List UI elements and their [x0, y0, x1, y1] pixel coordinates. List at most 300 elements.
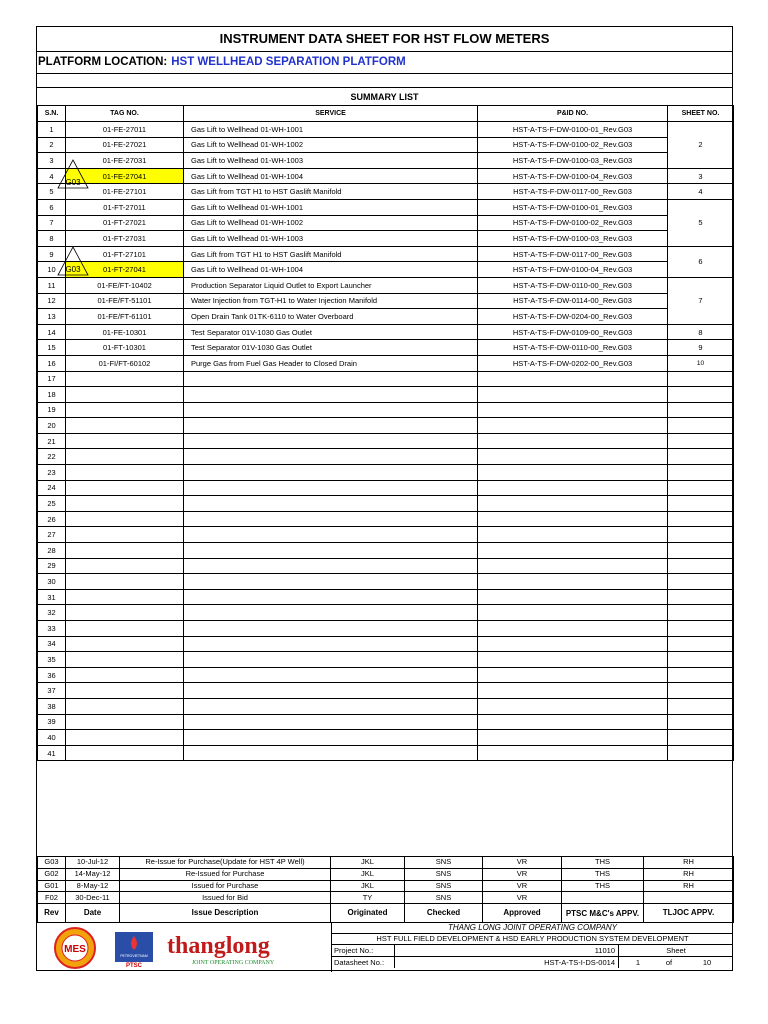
cell-service: Gas Lift to Wellhead 01-WH-1004	[184, 168, 478, 184]
revision-row	[38, 892, 734, 904]
table-row	[38, 574, 734, 590]
cell-pid: HST-A-TS-F-DW-0109-00_Rev.G03	[478, 324, 668, 340]
cell-sn: 34	[38, 636, 66, 652]
revision-header-chk: Checked	[405, 904, 483, 923]
table-row	[38, 418, 734, 434]
cell-service: Gas Lift from TGT H1 to HST Gaslift Manifold	[184, 246, 478, 262]
datasheet-no: HST-A-TS-I-DS-0014	[395, 957, 619, 968]
table-row	[38, 199, 734, 215]
summary-table	[37, 105, 734, 761]
revision-date: 8-May-12	[66, 880, 120, 892]
cell-sn: 20	[38, 418, 66, 434]
cell-sheet: 7	[668, 277, 734, 324]
empty-cell	[66, 511, 184, 527]
cell-sheet: 5	[668, 199, 734, 246]
header-pid: P&ID NO.	[478, 106, 668, 122]
blank-row	[37, 73, 732, 88]
empty-cell	[66, 683, 184, 699]
cell-sn: 11	[38, 277, 66, 293]
empty-cell	[478, 558, 668, 574]
empty-cell	[184, 418, 478, 434]
empty-cell	[478, 574, 668, 590]
cell-sn: 5	[38, 184, 66, 200]
table-row	[38, 496, 734, 512]
cell-tag: 01-FE-27011	[66, 122, 184, 138]
empty-cell	[668, 636, 734, 652]
cell-service: Gas Lift to Wellhead 01-WH-1003	[184, 153, 478, 169]
empty-cell	[478, 371, 668, 387]
table-row	[38, 433, 734, 449]
empty-cell	[478, 480, 668, 496]
revision-ptsc: THS	[562, 880, 644, 892]
empty-cell	[668, 418, 734, 434]
cell-sn: 4	[38, 168, 66, 184]
table-row	[38, 153, 734, 169]
revision-row	[38, 868, 734, 880]
platform-location	[37, 51, 732, 74]
empty-cell	[668, 745, 734, 761]
empty-cell	[66, 527, 184, 543]
revision-orig: TY	[331, 892, 405, 904]
cell-service: Open Drain Tank 01TK-6110 to Water Overboard	[184, 309, 478, 325]
revision-ptsc: THS	[562, 857, 644, 869]
cell-tag: 01-FE-27031	[66, 153, 184, 169]
company-name: THANG LONG JOINT OPERATING COMPANY	[332, 923, 733, 934]
cell-sn: 15	[38, 340, 66, 356]
empty-cell	[668, 621, 734, 637]
document-title: INSTRUMENT DATA SHEET FOR HST FLOW METERS	[37, 27, 732, 52]
empty-cell	[478, 589, 668, 605]
cell-service: Water Injection from TGT-H1 to Water Injection Manifold	[184, 293, 478, 309]
empty-cell	[184, 667, 478, 683]
table-row	[38, 667, 734, 683]
cell-sn: 3	[38, 153, 66, 169]
revision-date: 10-Jul-12	[66, 857, 120, 869]
table-row	[38, 589, 734, 605]
revision-rev: F02	[38, 892, 66, 904]
empty-cell	[478, 730, 668, 746]
empty-cell	[66, 574, 184, 590]
cell-pid: HST-A-TS-F-DW-0100-03_Rev.G03	[478, 153, 668, 169]
project-no: 11010	[395, 945, 619, 956]
empty-cell	[184, 714, 478, 730]
cell-sn: 25	[38, 496, 66, 512]
revision-rev: G03	[38, 857, 66, 869]
logo-ptsc-text: PTSC	[125, 963, 143, 969]
cell-pid: HST-A-TS-F-DW-0110-00_Rev.G03	[478, 340, 668, 356]
empty-cell	[478, 636, 668, 652]
table-row	[38, 262, 734, 278]
revision-marker-text: G03	[65, 265, 81, 274]
cell-sheet: 10	[668, 355, 734, 371]
cell-sn: 24	[38, 480, 66, 496]
revision-desc: Re-Issued for Purchase	[120, 868, 331, 880]
sheet-total: 10	[702, 958, 712, 967]
revision-chk: SNS	[405, 880, 483, 892]
revision-desc: Issued for Bid	[120, 892, 331, 904]
empty-cell	[66, 558, 184, 574]
table-row	[38, 355, 734, 371]
empty-cell	[668, 511, 734, 527]
cell-service: Production Separator Liquid Outlet to Export Launcher	[184, 277, 478, 293]
cell-service: Gas Lift to Wellhead 01-WH-1004	[184, 262, 478, 278]
table-row	[38, 527, 734, 543]
cell-sn: 8	[38, 231, 66, 247]
cell-tag: 01-FT-27031	[66, 231, 184, 247]
revision-header-appr: Approved	[483, 904, 562, 923]
empty-cell	[184, 433, 478, 449]
empty-cell	[668, 652, 734, 668]
company-logos-icon	[37, 923, 331, 972]
revision-header-date: Date	[66, 904, 120, 923]
cell-tag: 01-FE-27101	[66, 184, 184, 200]
cell-sn: 22	[38, 449, 66, 465]
empty-cell	[668, 543, 734, 559]
empty-cell	[478, 745, 668, 761]
empty-cell	[478, 496, 668, 512]
header-service: SERVICE	[184, 106, 478, 122]
cell-sn: 41	[38, 745, 66, 761]
empty-cell	[668, 449, 734, 465]
cell-sheet: 4	[668, 184, 734, 200]
empty-cell	[184, 730, 478, 746]
empty-cell	[668, 480, 734, 496]
empty-cell	[66, 371, 184, 387]
cell-tag: 01-FI/FT-60102	[66, 355, 184, 371]
cell-sn: 16	[38, 355, 66, 371]
revision-orig: JKL	[331, 880, 405, 892]
revision-header-desc: Issue Description	[120, 904, 331, 923]
table-row	[38, 309, 734, 325]
cell-pid: HST-A-TS-F-DW-0117-00_Rev.G03	[478, 246, 668, 262]
cell-sn: 31	[38, 589, 66, 605]
revision-appr: VR	[483, 880, 562, 892]
revision-ptsc	[562, 892, 644, 904]
revision-header-ptsc: PTSC M&C's APPV.	[562, 904, 644, 923]
datasheet-label: Datasheet No.:	[332, 957, 395, 968]
table-row	[38, 293, 734, 309]
cell-sn: 7	[38, 215, 66, 231]
revision-table	[37, 856, 734, 923]
cell-sn: 2	[38, 137, 66, 153]
cell-service: Gas Lift from TGT H1 to HST Gaslift Manifold	[184, 184, 478, 200]
table-row	[38, 340, 734, 356]
revision-date: 30-Dec-11	[66, 892, 120, 904]
table-header-row	[38, 106, 734, 122]
cell-tag: 01-FE-27041	[66, 168, 184, 184]
revision-ptsc: THS	[562, 868, 644, 880]
empty-cell	[184, 543, 478, 559]
table-row	[38, 246, 734, 262]
cell-sn: 17	[38, 371, 66, 387]
cell-tag: 01-FT-27101	[66, 246, 184, 262]
empty-cell	[66, 745, 184, 761]
sheet-label: Sheet	[666, 946, 686, 955]
empty-cell	[478, 683, 668, 699]
cell-tag: 01-FT-27041	[66, 262, 184, 278]
table-row	[38, 449, 734, 465]
empty-cell	[184, 652, 478, 668]
revision-date: 14-May-12	[66, 868, 120, 880]
cell-pid: HST-A-TS-F-DW-0100-01_Rev.G03	[478, 122, 668, 138]
empty-cell	[478, 652, 668, 668]
empty-cell	[478, 543, 668, 559]
of-label: of	[665, 958, 673, 967]
table-row	[38, 698, 734, 714]
revision-chk: SNS	[405, 868, 483, 880]
cell-sn: 1	[38, 122, 66, 138]
empty-cell	[66, 543, 184, 559]
empty-cell	[184, 465, 478, 481]
empty-cell	[184, 698, 478, 714]
empty-cell	[66, 621, 184, 637]
cell-service: Test Separator 01V-1030 Gas Outlet	[184, 324, 478, 340]
table-row	[38, 683, 734, 699]
empty-cell	[668, 433, 734, 449]
company-block	[332, 923, 733, 972]
empty-cell	[668, 465, 734, 481]
revision-appr: VR	[483, 892, 562, 904]
cell-sn: 9	[38, 246, 66, 262]
logo-thanglong-text: thanglong	[167, 933, 270, 959]
empty-cell	[668, 558, 734, 574]
empty-cell	[478, 605, 668, 621]
cell-sn: 28	[38, 543, 66, 559]
cell-sn: 32	[38, 605, 66, 621]
empty-cell	[668, 574, 734, 590]
empty-cell	[668, 730, 734, 746]
empty-cell	[66, 480, 184, 496]
cell-sheet: 6	[668, 246, 734, 277]
empty-cell	[184, 589, 478, 605]
revision-tljoc: RH	[644, 868, 734, 880]
empty-cell	[478, 667, 668, 683]
empty-cell	[184, 496, 478, 512]
table-row	[38, 745, 734, 761]
logo-thanglong-sub-text: JOINT OPERATING COMPANY	[191, 960, 275, 966]
logo-mes-text: MES	[64, 944, 86, 955]
cell-tag: 01-FT-10301	[66, 340, 184, 356]
empty-cell	[184, 574, 478, 590]
revision-header-rev: Rev	[38, 904, 66, 923]
cell-pid: HST-A-TS-F-DW-0117-00_Rev.G03	[478, 184, 668, 200]
empty-cell	[66, 449, 184, 465]
cell-tag: 01-FE-10301	[66, 324, 184, 340]
empty-cell	[184, 605, 478, 621]
revision-row	[38, 880, 734, 892]
cell-sn: 38	[38, 698, 66, 714]
empty-cell	[478, 402, 668, 418]
revision-header-orig: Originated	[331, 904, 405, 923]
cell-sn: 36	[38, 667, 66, 683]
table-row	[38, 636, 734, 652]
table-row	[38, 215, 734, 231]
empty-cell	[668, 496, 734, 512]
cell-sheet: 8	[668, 324, 734, 340]
cell-tag: 01-FT-27011	[66, 199, 184, 215]
cell-tag: 01-FE-27021	[66, 137, 184, 153]
empty-cell	[668, 714, 734, 730]
datasheet	[36, 26, 733, 971]
logo-area	[37, 923, 332, 972]
cell-sn: 19	[38, 402, 66, 418]
cell-sn: 23	[38, 465, 66, 481]
cell-pid: HST-A-TS-F-DW-0100-04_Rev.G03	[478, 262, 668, 278]
cell-tag: 01-FE/FT-51101	[66, 293, 184, 309]
cell-sn: 26	[38, 511, 66, 527]
empty-cell	[478, 387, 668, 403]
empty-cell	[668, 605, 734, 621]
title-block	[37, 922, 733, 972]
empty-cell	[66, 667, 184, 683]
empty-cell	[668, 371, 734, 387]
cell-pid: HST-A-TS-F-DW-0100-03_Rev.G03	[478, 231, 668, 247]
empty-cell	[184, 511, 478, 527]
revision-rev: G01	[38, 880, 66, 892]
revision-triangle-icon	[57, 246, 89, 276]
project-no-row	[332, 945, 733, 957]
project-no-label: Project No.:	[332, 945, 395, 956]
cell-sn: 40	[38, 730, 66, 746]
empty-cell	[66, 387, 184, 403]
header-sn: S.N.	[38, 106, 66, 122]
cell-sn: 21	[38, 433, 66, 449]
table-row	[38, 714, 734, 730]
cell-service: Gas Lift to Wellhead 01-WH-1001	[184, 199, 478, 215]
datasheet-no-row	[332, 957, 733, 968]
revision-tljoc	[644, 892, 734, 904]
cell-service: Purge Gas from Fuel Gas Header to Closed Drain	[184, 355, 478, 371]
revision-header-row	[38, 904, 734, 923]
cell-sn: 39	[38, 714, 66, 730]
table-row	[38, 480, 734, 496]
cell-pid: HST-A-TS-F-DW-0114-00_Rev.G03	[478, 293, 668, 309]
empty-cell	[668, 402, 734, 418]
cell-tag: 01-FE/FT-61101	[66, 309, 184, 325]
revision-chk: SNS	[405, 892, 483, 904]
cell-service: Gas Lift to Wellhead 01-WH-1001	[184, 122, 478, 138]
cell-tag: 01-FT-27021	[66, 215, 184, 231]
empty-cell	[184, 745, 478, 761]
revision-appr: VR	[483, 868, 562, 880]
empty-cell	[184, 480, 478, 496]
revision-header-tljoc: TLJOC APPV.	[644, 904, 734, 923]
revision-desc: Issued for Purchase	[120, 880, 331, 892]
revision-chk: SNS	[405, 857, 483, 869]
empty-cell	[478, 418, 668, 434]
sheet-no: 1	[635, 958, 641, 967]
empty-cell	[66, 496, 184, 512]
empty-cell	[478, 433, 668, 449]
table-row	[38, 621, 734, 637]
cell-service: Gas Lift to Wellhead 01-WH-1002	[184, 215, 478, 231]
cell-sheet: 9	[668, 340, 734, 356]
empty-cell	[184, 636, 478, 652]
empty-cell	[668, 527, 734, 543]
empty-cell	[668, 589, 734, 605]
empty-cell	[184, 558, 478, 574]
cell-tag: 01-FE/FT-10402	[66, 277, 184, 293]
empty-cell	[668, 683, 734, 699]
empty-cell	[478, 511, 668, 527]
empty-cell	[478, 714, 668, 730]
cell-sn: 27	[38, 527, 66, 543]
cell-pid: HST-A-TS-F-DW-0100-02_Rev.G03	[478, 215, 668, 231]
revision-triangle-icon	[57, 159, 89, 189]
table-row	[38, 652, 734, 668]
empty-cell	[66, 418, 184, 434]
revision-rev: G02	[38, 868, 66, 880]
table-row	[38, 371, 734, 387]
revision-orig: JKL	[331, 857, 405, 869]
revision-marker-text: G03	[65, 178, 81, 187]
empty-cell	[66, 605, 184, 621]
revision-tljoc: RH	[644, 880, 734, 892]
empty-cell	[66, 730, 184, 746]
empty-cell	[66, 636, 184, 652]
revision-orig: JKL	[331, 868, 405, 880]
revision-tljoc: RH	[644, 857, 734, 869]
cell-service: Gas Lift to Wellhead 01-WH-1002	[184, 137, 478, 153]
table-row	[38, 231, 734, 247]
cell-sn: 35	[38, 652, 66, 668]
table-row	[38, 122, 734, 138]
empty-cell	[66, 465, 184, 481]
cell-pid: HST-A-TS-F-DW-0202-00_Rev.G03	[478, 355, 668, 371]
cell-sn: 33	[38, 621, 66, 637]
empty-cell	[184, 371, 478, 387]
cell-pid: HST-A-TS-F-DW-0100-04_Rev.G03	[478, 168, 668, 184]
empty-cell	[66, 652, 184, 668]
cell-sn: 12	[38, 293, 66, 309]
cell-sn: 10	[38, 262, 66, 278]
summary-title: SUMMARY LIST	[350, 92, 419, 102]
empty-cell	[668, 698, 734, 714]
empty-cell	[478, 465, 668, 481]
table-row	[38, 324, 734, 340]
empty-cell	[66, 433, 184, 449]
empty-cell	[668, 667, 734, 683]
empty-cell	[478, 698, 668, 714]
cell-pid: HST-A-TS-F-DW-0100-02_Rev.G03	[478, 137, 668, 153]
cell-pid: HST-A-TS-F-DW-0100-01_Rev.G03	[478, 199, 668, 215]
empty-cell	[184, 449, 478, 465]
empty-cell	[184, 683, 478, 699]
cell-sheet: 3	[668, 168, 734, 184]
empty-cell	[184, 402, 478, 418]
empty-cell	[184, 387, 478, 403]
table-row	[38, 730, 734, 746]
table-row	[38, 277, 734, 293]
platform-value: HST WELLHEAD SEPARATION PLATFORM	[171, 56, 406, 68]
table-row	[38, 605, 734, 621]
cell-sn: 29	[38, 558, 66, 574]
project-title: HST FULL FIELD DEVELOPMENT & HSD EARLY PRODUCTION SYSTEM DEVELOPMENT	[332, 934, 733, 945]
empty-cell	[66, 698, 184, 714]
table-row	[38, 543, 734, 559]
revision-desc: Re-Issue for Purchase(Update for HST 4P Well)	[120, 857, 331, 869]
cell-sn: 18	[38, 387, 66, 403]
cell-sn: 6	[38, 199, 66, 215]
logo-petrovietnam-text: PETROVIETNAM	[120, 954, 148, 958]
cell-sn: 14	[38, 324, 66, 340]
cell-service: Gas Lift to Wellhead 01-WH-1003	[184, 231, 478, 247]
empty-cell	[184, 527, 478, 543]
cell-sn: 30	[38, 574, 66, 590]
table-row	[38, 402, 734, 418]
header-sheet: SHEET NO.	[668, 106, 734, 122]
empty-cell	[478, 449, 668, 465]
